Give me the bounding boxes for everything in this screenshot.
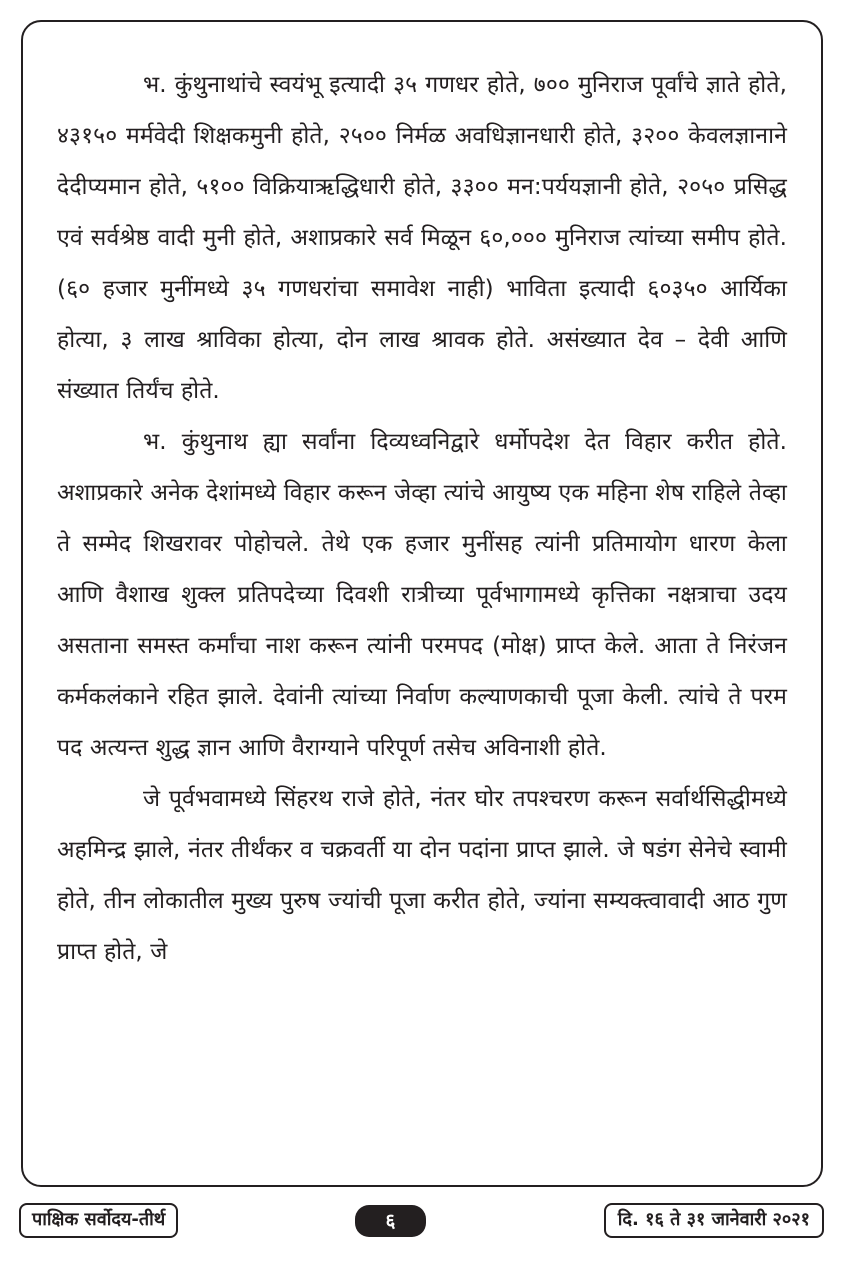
footer-page-number: ६	[355, 1205, 426, 1237]
page-text-frame	[21, 20, 823, 1187]
paragraph-2: भ. कुंथुनाथ ह्या सर्वांना दिव्यध्वनिद्वारे धर्मोपदेश देत विहार करीत होते. अशाप्रकारे अनेक देशांमध्ये विहार करून जेव्हा त्यांचे आयुष्य एक महिना शेष राहिले तेव्हा ते सम्मेद शिखरावर पोहोचले. तेथे एक हजार मुनींसह त्यांनी प्रतिमायोग धारण केला आणि वैशाख शुक्ल प्रतिपदेच्या दिवशी रात्रीच्या पूर्वभागामध्ये कृत्तिका नक्षत्राचा उदय असताना समस्त कर्मांचा नाश करून त्यांनी परमपद (मोक्ष) प्राप्त केले. आता ते निरंजन कर्मकलंकाने रहित झाले. देवांनी त्यांच्या निर्वाण कल्याणकाची पूजा केली. त्यांचे ते परम पद अत्यन्त शुद्ध ज्ञान आणि वैराग्याने परिपूर्ण तसेच अविनाशी होते.	[57, 429, 787, 761]
footer-publication-title: पाक्षिक सर्वोदय-तीर्थ	[19, 1203, 178, 1238]
paragraph-3: जे पूर्वभवामध्ये सिंहरथ राजे होते, नंतर घोर तपश्चरण करून सर्वार्थसिद्धीमध्ये अहमिन्द्र झाले, नंतर तीर्थंकर व चक्रवर्ती या दोन पदांना प्राप्त झाले. जे षडंग सेनेचे स्वामी होते, तीन लोकातील मुख्य पुरुष ज्यांची पूजा करीत होते, ज्यांना सम्यक्त्वावादी आठ गुण प्राप्त होते, जे	[57, 786, 787, 965]
paragraph-1: भ. कुंथुनाथांचे स्वयंभू इत्यादी ३५ गणधर होते, ७०० मुनिराज पूर्वांचे ज्ञाते होते, ४३१५० मर्मवेदी शिक्षकमुनी होते, २५०० निर्मळ अवधिज्ञानधारी होते, ३२०० केवलज्ञानाने देदीप्यमान होते, ५१०० विक्रियाऋद्धिधारी होते, ३३०० मन:पर्ययज्ञानी होते, २०५० प्रसिद्ध एवं सर्वश्रेष्ठ वादी मुनी होते, अशाप्रकारे सर्व मिळून ६०,००० मुनिराज त्यांच्या समीप होते. (६० हजार मुनींमध्ये ३५ गणधरांचा समावेश नाही) भाविता इत्यादी ६०३५० आर्यिका होत्या, ३ लाख श्राविका होत्या, दोन लाख श्रावक होते. असंख्यात देव – देवी आणि संख्यात तिर्यंच होते.	[57, 72, 787, 404]
footer-issue-date: दि. १६ ते ३१ जानेवारी २०२१	[604, 1203, 824, 1238]
